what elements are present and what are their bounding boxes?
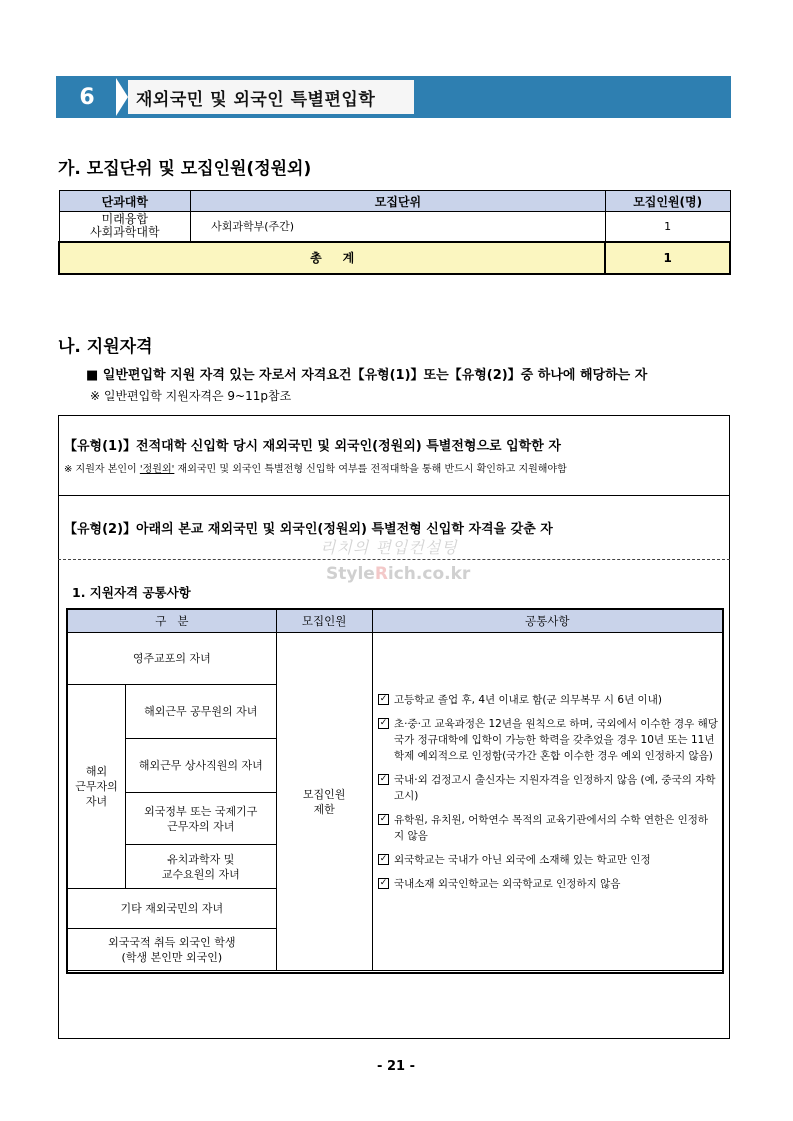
section-a-heading: 가. 모집단위 및 모집인원(정원외) [58, 159, 312, 179]
row-permanent-resident: 영주교포의 자녀 [68, 633, 277, 685]
watermark-logo: StyleRich.co.kr [326, 564, 471, 584]
row-overseas-item: 유치과학자 및 교수요원의 자녀 [125, 845, 276, 889]
watermark-text: 리치의 편입컨설팅 [320, 538, 458, 557]
col-header-common: 공통사항 [372, 610, 722, 633]
cell-count: 1 [605, 212, 730, 242]
total-label: 총 계 [59, 242, 605, 274]
col-header-category: 구 분 [68, 610, 277, 633]
divider [58, 495, 730, 496]
overseas-worker-group: 해외 근무자의 자녀 [68, 685, 126, 889]
type2-title: 【유형(2)】아래의 본교 재외국민 및 외국인(정원외) 특별전형 신입학 자격을 갖춘 자 [64, 522, 553, 537]
type1-note: ※ 지원자 본인이 '정원외' 재외국민 및 외국인 특별전형 신입학 여부를 전적대학을 통해 반드시 확인하고 지원해야함 [64, 464, 567, 475]
list-item: ✓ 유학원, 유치원, 어학연수 목적의 교육기관에서의 수학 연한은 인정하지 않음 [379, 814, 709, 842]
recruitment-table [58, 190, 731, 275]
col-header-unit: 모집단위 [191, 191, 606, 212]
cell-unit: 사회과학부(주간) [191, 212, 606, 242]
cell-college: 미래융합 사회과학대학 [59, 212, 191, 242]
section-title: 재외국민 및 외국인 특별편입학 [128, 80, 414, 114]
section-b-heading: 나. 지원자격 [58, 337, 153, 357]
checkbox-bullet-icon: ✓ [379, 814, 388, 824]
list-item: ✓ 외국학교는 국내가 아닌 외국에 소재해 있는 학교만 인정 [379, 854, 651, 866]
page-number: - 21 - [377, 1059, 415, 1074]
checkbox-bullet-icon: ✓ [379, 694, 388, 704]
type1-note-emphasis: '정원외' [139, 464, 175, 475]
checkbox-bullet-icon: ✓ [379, 774, 388, 784]
list-item: ✓ 국내소재 외국인학교는 외국학교로 인정하지 않음 [379, 878, 621, 890]
type1-title: 【유형(1)】전적대학 신입학 당시 재외국민 및 외국인(정원외) 특별전형으로 입학한 자 [64, 439, 561, 454]
common-items-list [378, 692, 718, 900]
checkbox-bullet-icon: ✓ [379, 878, 388, 888]
quota-cell: 모집인원 제한 [276, 633, 372, 971]
checkbox-bullet-icon: ✓ [379, 718, 388, 728]
col-header-count: 모집인원(명) [605, 191, 730, 212]
section-number: 6 [79, 84, 95, 110]
banner-arrow-icon [116, 78, 128, 116]
col-header-college: 단과대학 [59, 191, 191, 212]
eligibility-bullet: ■ 일반편입학 지원 자격 있는 자로서 자격요건【유형(1)】또는【유형(2)】중 하나에 해당하는 자 [86, 368, 648, 383]
row-overseas-item: 해외근무 공무원의 자녀 [125, 685, 276, 739]
divider-dashed [58, 559, 730, 560]
reference-note: ※ 일반편입학 지원자격은 9~11p참조 [90, 389, 292, 403]
row-overseas-item: 외국정부 또는 국제기구 근무자의 자녀 [125, 793, 276, 845]
row-other-nationals: 기타 재외국민의 자녀 [68, 889, 277, 929]
row-foreign-students: 외국국적 취득 외국인 학생 (학생 본인만 외국인) [68, 929, 277, 971]
col-header-quota: 모집인원 [276, 610, 372, 633]
row-overseas-item: 해외근무 상사직원의 자녀 [125, 739, 276, 793]
common-requirements-heading: 1. 지원자격 공통사항 [72, 585, 191, 600]
checkbox-bullet-icon: ✓ [379, 854, 388, 864]
list-item: ✓ 국내·외 검정고시 출신자는 지원자격을 인정하지 않음 (예, 중국의 자학고시) [379, 774, 716, 802]
total-count: 1 [605, 242, 730, 274]
list-item: ✓ 고등학교 졸업 후, 4년 이내로 함(군 의무복무 시 6년 이내) [379, 694, 662, 706]
list-item: ✓ 초·중·고 교육과정은 12년을 원칙으로 하며, 국외에서 이수한 경우 해당 국가 정규대학에 입학이 가능한 학력을 갖추었을 경우 10년 또는 11년 학제 예외적으로 인정함(국가간 혼합 이수한 경우 예외 인정하지 않음) [379, 718, 718, 762]
